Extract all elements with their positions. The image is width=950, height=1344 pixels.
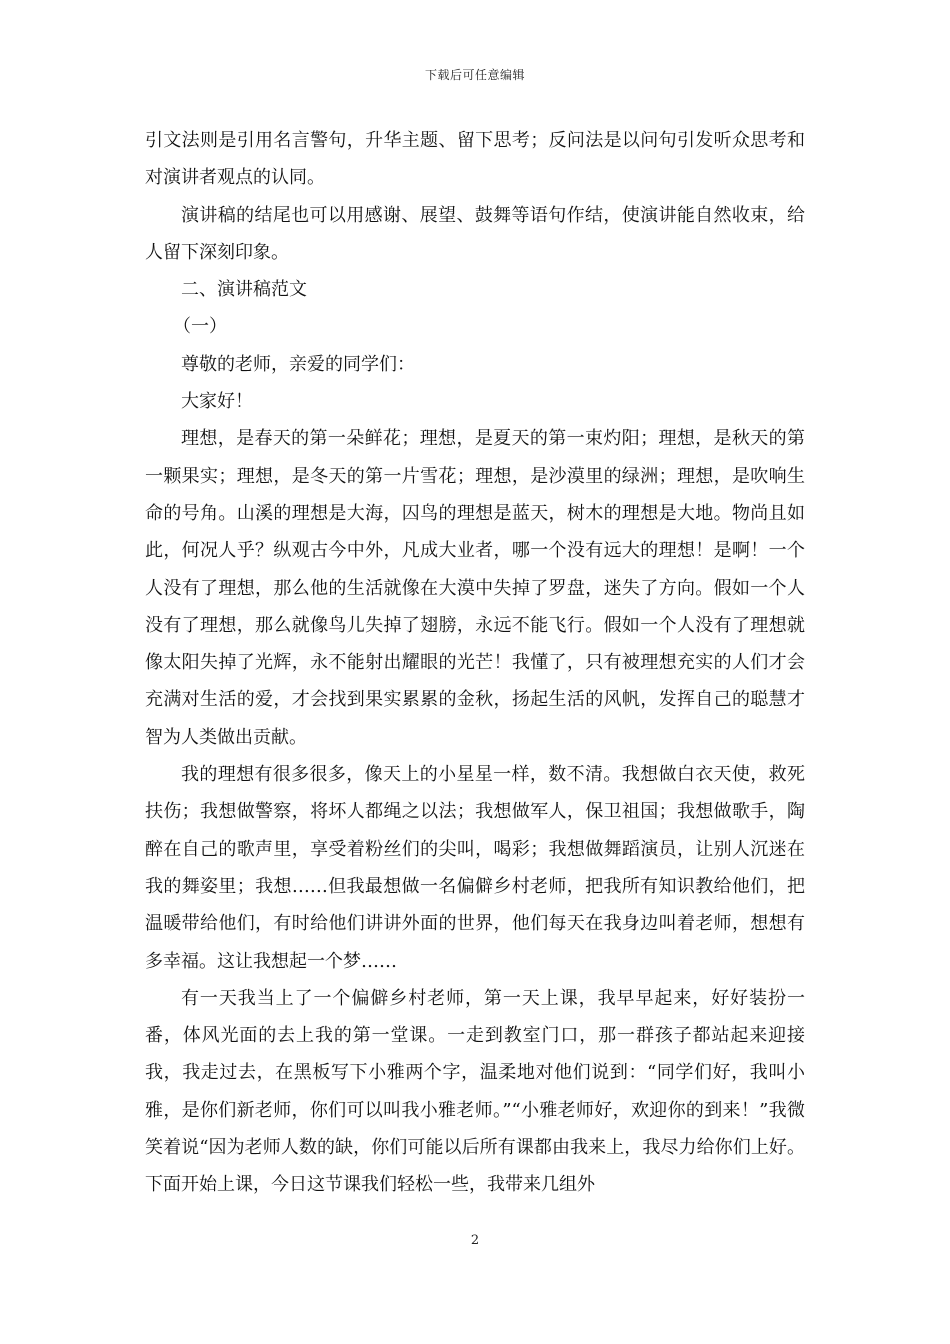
greeting: 大家好！ xyxy=(181,391,253,413)
paragraph-ideals: 理想，是春天的第一朵鲜花；理想，是夏天的第一束灼阳；理想，是秋天的第一颗果实；理想，是冬天的第一片雪花；理想，是沙漠里的绿洲；理想，是吹响生命的号角。山溪的理想是大海，囚鸟的理想是蓝天，树木的理想是大地。物尚且如此，何况人乎？纵观古今中外，凡成大业者，哪一个没有远大的理想！是啊！一个人没有了理想，那么他的生活就像在大漠中失掉了罗盘，迷失了方向。假如一个人没有了理想，那么就像鸟儿失掉了翅膀，永远不能飞行。假如一个人没有了理想就像太阳失掉了光辉，永不能射出耀眼的光芒！我懂了，只有被理想充实的人们才会充满对生活的爱，才会找到果实累累的金秋，扬起生活的风帆，发挥自己的聪慧才智为人类做出贡献。 xyxy=(145,428,805,748)
paragraph-ending-methods: 演讲稿的结尾也可以用感谢、展望、鼓舞等语句作结，使演讲能自然收束，给人留下深刻印象。 xyxy=(145,204,805,263)
salutation: 尊敬的老师，亲爱的同学们： xyxy=(181,353,415,375)
paragraph-citation-methods: 引文法则是引用名言警句，升华主题、留下思考；反问法是以问句引发听众思考和对演讲者观点的认同。 xyxy=(145,130,805,189)
page-header: 下载后可任意编辑 xyxy=(424,68,525,82)
document-body xyxy=(145,122,805,1204)
section-heading: 二、演讲稿范文 xyxy=(181,279,307,301)
paragraph-my-ideals: 我的理想有很多很多，像天上的小星星一样，数不清。我想做白衣天使，救死扶伤；我想做警察，将坏人都绳之以法；我想做军人，保卫祖国；我想做歌手，陶醉在自己的歌声里，享受着粉丝们的尖叫，喝彩；我想做舞蹈演员，让别人沉迷在我的舞姿里；我想……但我最想做一名偏僻乡村老师，把我所有知识教给他们，把温暖带给他们，有时给他们讲讲外面的世界，他们每天在我身边叫着老师，想想有多幸福。这让我想起一个梦…… xyxy=(145,764,805,972)
subsection-number: （一） xyxy=(173,316,227,338)
paragraph-dream-teacher: 有一天我当上了一个偏僻乡村老师，第一天上课，我早早起来，好好装扮一番，体风光面的去上我的第一堂课。一走到教室门口，那一群孩子都站起来迎接我，我走过去，在黑板写下小雅两个字，温柔地对他们说到：“同学们好，我叫小雅，是你们新老师，你们可以叫我小雅老师。”“小雅老师好，欢迎你的到来！”我微笑着说“因为老师人数的缺，你们可能以后所有课都由我来上，我尽力给你们上好。下面开始上课，今日这节课我们轻松一些，我带来几组外 xyxy=(145,987,805,1196)
page-number: 2 xyxy=(470,1233,480,1248)
